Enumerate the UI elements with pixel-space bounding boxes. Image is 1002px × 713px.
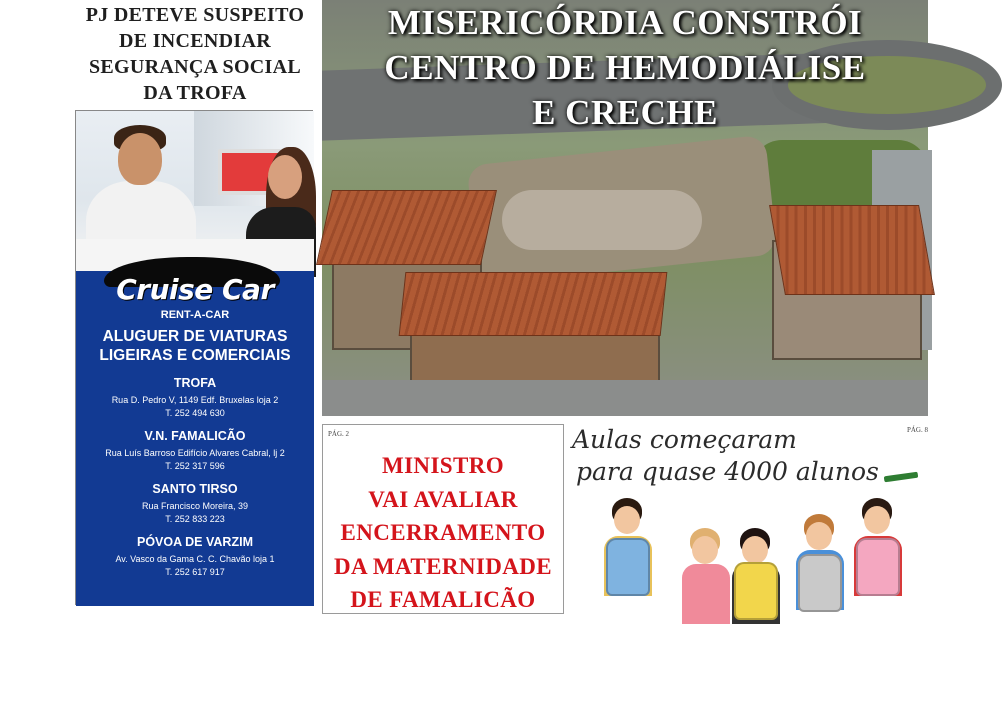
main-headline[interactable] bbox=[322, 0, 928, 135]
branch-city: TROFA bbox=[173, 376, 217, 390]
backpack-icon bbox=[798, 554, 842, 612]
roof-center bbox=[399, 272, 668, 336]
maternity-headline-line: VAI AVALIAR bbox=[368, 486, 518, 512]
woman-head bbox=[268, 155, 302, 199]
child-face bbox=[692, 536, 718, 564]
child-face bbox=[864, 506, 890, 534]
child-body bbox=[682, 564, 730, 624]
main-headline-line: MISERICÓRDIA CONSTRÓI bbox=[387, 3, 863, 42]
school-story-box[interactable] bbox=[570, 424, 928, 614]
branch-address: Av. Vasco da Gama C. C. Chavão loja 1 bbox=[115, 554, 275, 564]
maternity-story-box[interactable] bbox=[322, 424, 564, 614]
school-headline-line: para quase 4000 alunos bbox=[576, 457, 879, 486]
branch-famalicao bbox=[76, 428, 314, 473]
branch-phone: T. 252 317 596 bbox=[165, 461, 225, 471]
main-headline-line: E CRECHE bbox=[532, 93, 718, 132]
branch-santo-tirso bbox=[76, 481, 314, 526]
branch-city: V.N. FAMALICÃO bbox=[144, 429, 246, 443]
left-headline-line: DA TROFA bbox=[143, 82, 247, 104]
school-headline-line: Aulas começaram bbox=[572, 425, 797, 454]
school-headline bbox=[572, 424, 912, 488]
backpack-icon bbox=[606, 538, 650, 596]
ad-info-panel bbox=[76, 271, 314, 712]
ad-logo: Cruise Car bbox=[116, 273, 274, 306]
street-shape bbox=[322, 380, 928, 416]
branch-address: Rua Luís Barroso Edifício Alvares Cabral, lj 2 bbox=[105, 448, 285, 458]
ad-title-line: ALUGUER DE VIATURAS bbox=[102, 328, 288, 345]
branch-address: Rua D. Pedro V, 1149 Edf. Bruxelas loja 2 bbox=[111, 395, 279, 405]
ad-photo-couple-with-keys bbox=[76, 111, 314, 271]
ad-title bbox=[76, 327, 314, 365]
maternity-headline-line: DA MATERNIDADE bbox=[334, 553, 552, 579]
page-reference: PÁG. 2 bbox=[328, 430, 350, 438]
ad-title-line: LIGEIRAS E COMERCIAIS bbox=[99, 347, 291, 364]
branch-phone: T. 252 833 223 bbox=[165, 514, 225, 524]
branch-phone: T. 252 617 917 bbox=[165, 567, 225, 577]
left-headline-line: SEGURANÇA SOCIAL bbox=[88, 56, 302, 78]
left-headline-line: PJ DETEVE SUSPEITO bbox=[85, 4, 305, 26]
roof-right bbox=[769, 205, 935, 295]
left-headline[interactable] bbox=[70, 2, 320, 106]
maternity-headline bbox=[323, 449, 563, 617]
maternity-headline-line: ENCERRAMENTO bbox=[340, 520, 546, 545]
left-headline-line: DE INCENDIAR bbox=[119, 30, 271, 52]
ad-footer bbox=[76, 689, 314, 713]
main-headline-line: CENTRO DE HEMODIÁLISE bbox=[384, 48, 866, 87]
ad-footer-line: ENTREGAS E RECOLHAS bbox=[136, 689, 254, 700]
cruise-car-advertisement[interactable] bbox=[75, 110, 313, 712]
branch-trofa bbox=[76, 375, 314, 420]
rubble-shape bbox=[502, 190, 702, 250]
maternity-headline-line: MINISTRO bbox=[381, 453, 505, 478]
roof-left bbox=[316, 190, 497, 265]
branch-povoa-de-varzim bbox=[76, 534, 314, 579]
maternity-headline-line: DE FAMALICÃO bbox=[350, 587, 536, 612]
branch-address: Rua Francisco Moreira, 39 bbox=[141, 501, 249, 511]
child-face bbox=[742, 536, 768, 564]
child-face bbox=[806, 522, 832, 550]
branch-city: SANTO TIRSO bbox=[152, 482, 238, 496]
ad-tagline: RENT-A-CAR bbox=[160, 309, 230, 321]
backpack-icon bbox=[856, 538, 900, 596]
child-face bbox=[614, 506, 640, 534]
page-reference: PÁG. 8 bbox=[906, 426, 928, 434]
man-head bbox=[118, 133, 162, 185]
branch-city: PÓVOA DE VARZIM bbox=[137, 535, 253, 549]
branch-phone: T. 252 494 630 bbox=[165, 408, 225, 418]
backpack-icon bbox=[734, 562, 778, 620]
ad-footer-line: NO AEROPORTO SÁ CARNEIRO bbox=[122, 701, 268, 712]
